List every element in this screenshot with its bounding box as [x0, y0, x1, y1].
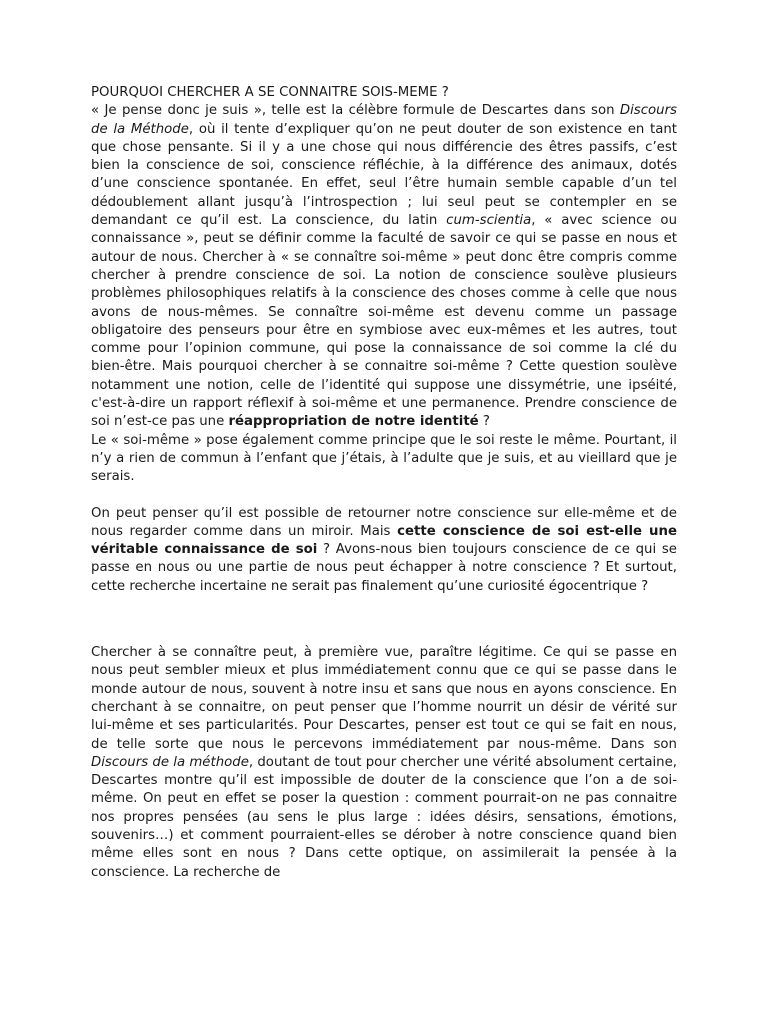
italic-book-title: Discours de la Méthode [91, 103, 677, 137]
paragraph-spacer [91, 487, 677, 505]
paragraph-intro [91, 102, 677, 431]
italic-latin-term: cum-scientia [446, 213, 532, 229]
paragraph-spacer [91, 596, 677, 644]
text-run: ? [478, 414, 490, 430]
italic-book-title: Discours de la méthode [91, 754, 249, 770]
bold-emphasis: cette conscience de soi est-elle une véritable connaissance de soi [91, 523, 677, 558]
text-run: , « avec science ou connaissance », peut se définir comme la faculté de savoir ce qui se passe en nous et autour de nous. Chercher à « se connaître soi-même » peut donc être compris comme chercher à prendre conscience de soi. La notion de conscience soulève plusieurs problèmes philosophiques relatifs à la conscience des choses comme à celle que nous avons de nous-mêmes. Se connaître soi-même est devenu comme un passage obligatoire des penseurs pour être en symbiose avec eux-mêmes et les autres, tout comme pour l’opinion commune, qui pose la connaissance de soi comme la clé du bien-être. Mais pourquoi chercher à se connaitre soi-même ? Cette question soulève notamment une notion, celle de l’identité qui suppose une dissymétrie, une ipséité, c'est-à-dire un rapport réflexif à soi-même et une permanence. Prendre conscience de soi n’est-ce pas une [91, 213, 677, 430]
text-run: On peut penser qu’il est possible de retourner notre conscience sur elle-même et de nous regarder comme dans un miroir. Mais [91, 505, 677, 539]
text-run: , doutant de tout pour chercher une vérité absolument certaine, Descartes montre qu’il est impossible de douter de la conscience que l’on a de soi-même. On peut en effet se poser la question : comment pourrait-on ne pas connaitre nos propres pensées (au sens le plus large : idées désirs, sensations, émotions, souvenirs…) et comment pourraient-elles se dérober à notre conscience quand bien même elles sont en nous ? Dans cette optique, on assimilerait la pensée à la conscience. La recherche de [91, 754, 677, 880]
text-run: Chercher à se connaître peut, à première vue, paraître légitime. Ce qui se passe en nous peut sembler mieux et plus immédiatement connu que ce qui se passe dans le monde autour de nous, souvent à notre insu et sans que nous en ayons conscience. En cherchant à se connaitre, on peut penser que l’homme nourrit un désir de vérité sur lui-même et ses particularités. Pour Descartes, penser est tout ce qui se fait en nous, de telle sorte que nous le percevons immédiatement par nous-même. Dans son [91, 645, 677, 752]
document-page [91, 84, 677, 882]
text-run: ? Avons-nous bien toujours conscience de ce qui se passe en nous ou une partie de nous peut échapper à notre conscience ? Et surtout, cette recherche incertaine ne serait pas finalement qu’une curiosité égocentrique ? [91, 542, 677, 594]
paragraph-problematique [91, 505, 677, 596]
text-run: , où il tente d’expliquer qu’on ne peut douter de son existence en tant que chose pensante. Si il y a une chose qui nous différencie des êtres passifs, c’est bien la conscience de soi, conscience réfléchie, à la différence des animaux, dotés d’une conscience spontanée. En effet, seul l’être humain semble capable d’un tel dédoublement allant jusqu’à l’introspection ; lui seul peut se contempler en se demandant ce qu’il est. La conscience, du latin [91, 121, 677, 229]
paragraph-soi-meme: Le « soi-même » pose également comme principe que le soi reste le même. Pourtant, il n’y a rien de commun à l’enfant que j’étais, à l’adulte que je suis, et au vieillard que je serais. [91, 432, 677, 485]
paragraph-development [91, 644, 677, 882]
bold-emphasis: réappropriation de notre identité [228, 414, 479, 430]
document-title: POURQUOI CHERCHER A SE CONNAITRE SOIS-MEME ? [91, 85, 449, 100]
text-run: « Je pense donc je suis », telle est la célèbre formule de Descartes dans son [91, 103, 620, 119]
